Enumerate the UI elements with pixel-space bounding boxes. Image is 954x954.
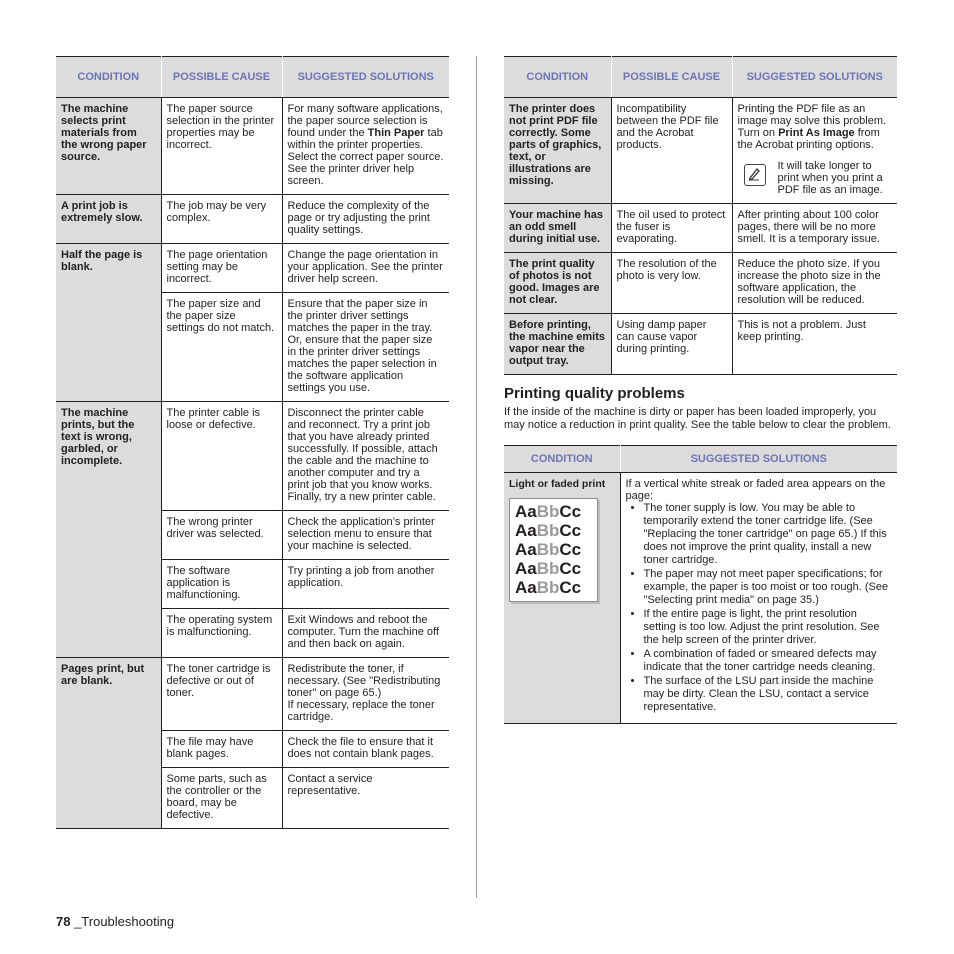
header-condition: CONDITION: [504, 57, 611, 98]
solution-lead: If a vertical white streak or faded area appears on the page:: [625, 478, 886, 502]
cause-cell: [161, 293, 282, 402]
solution-bullet: • The paper may not meet paper specifications; for example, the paper is too moist or too rough. (See "Selecting print media" on page 35.): [644, 568, 893, 607]
condition-text: The printer does not print PDF file correctly. Some parts of graphics, text, or illustrations are missing.: [509, 103, 602, 187]
condition-cell: [504, 98, 611, 204]
solution-cell: [282, 731, 449, 768]
solution-text: Printing the PDF file as an image may solve this problem. Turn on: [737, 103, 887, 139]
sample-text-line: [515, 578, 595, 597]
cause-text: The page orientation setting may be incorrect.: [166, 249, 268, 285]
cause-cell: [161, 768, 282, 829]
table-row: [56, 768, 449, 829]
cause-text: The oil used to protect the fuser is evaporating.: [616, 209, 726, 245]
table-row: [504, 473, 897, 724]
solution-text: Contact a service representative.: [287, 773, 373, 797]
troubleshooting-table-left: [56, 56, 449, 829]
solution-cell: [282, 768, 449, 829]
cause-cell: [161, 98, 282, 195]
condition-cell: [56, 402, 161, 511]
sample-faded-text: Bb: [536, 502, 560, 521]
table-header-row: [56, 57, 449, 98]
condition-cell: [56, 731, 161, 768]
sample-normal-text: Cc: [559, 540, 582, 559]
sample-text-line: [515, 502, 595, 521]
condition-text: A print job is extremely slow.: [61, 200, 143, 224]
cause-text: Incompatibility between the PDF file and the Acrobat products.: [616, 103, 719, 151]
cause-cell: [611, 314, 732, 375]
cause-text: The operating system is malfunctioning.: [166, 614, 273, 638]
table-row: [56, 98, 449, 195]
solution-bullet: • If the entire page is light, the print resolution setting is too low. Adjust the print resolution. See the help screen of the printer driver.: [644, 608, 893, 647]
printing-quality-section: [504, 385, 897, 432]
sample-normal-text: Aa: [515, 521, 537, 540]
sample-faded-text: Bb: [536, 540, 560, 559]
right-column: [504, 56, 897, 724]
sample-faded-text: Bb: [536, 578, 560, 597]
condition-cell: [504, 473, 620, 724]
table-row: [56, 731, 449, 768]
table-row: [504, 253, 897, 314]
cause-text: The wrong printer driver was selected.: [166, 516, 264, 540]
table-row: [56, 658, 449, 731]
sample-normal-text: Aa: [515, 559, 537, 578]
table-row: [56, 402, 449, 511]
solution-bullet: • The toner supply is low. You may be able to temporarily extend the toner cartridge life. (See "Replacing the toner cartridge" on page 65.) If this does not improve the print quality, install a new toner cartridge.: [644, 502, 893, 567]
cause-text: The resolution of the photo is very low.: [616, 258, 717, 282]
table-row: [504, 314, 897, 375]
condition-cell: [56, 609, 161, 658]
solution-text: Reduce the photo size. If you increase the photo size in the software application, the resolution will be reduced.: [737, 258, 881, 306]
page-number: 78: [56, 914, 71, 929]
condition-cell: [504, 204, 611, 253]
cause-text: The software application is malfunctioning.: [166, 565, 241, 601]
cause-text: The paper size and the paper size settings do not match.: [166, 298, 275, 334]
sample-normal-text: Aa: [515, 578, 537, 597]
header-possible-cause: POSSIBLE CAUSE: [611, 57, 732, 98]
condition-cell: [56, 195, 161, 244]
solution-cell: [282, 244, 449, 293]
cause-cell: [161, 731, 282, 768]
cause-cell: [611, 98, 732, 204]
solution-text: Change the page orientation in your application. See the printer driver help screen.: [287, 249, 443, 285]
cause-cell: [161, 511, 282, 560]
solution-cell: [282, 609, 449, 658]
solution-cell: [732, 314, 897, 375]
solution-cell: [282, 658, 449, 731]
condition-text: Pages print, but are blank.: [61, 663, 145, 687]
solution-emphasis: Print As Image: [778, 127, 855, 139]
solution-text: Disconnect the printer cable and reconnect. Try a print job that you have already printed successfully. If possible, attach the cable and the machine to another computer and try a print job that you know works. Finally, try a new printer cable.: [287, 407, 438, 503]
solution-emphasis: Thin Paper: [367, 127, 425, 139]
cause-cell: [611, 204, 732, 253]
cause-cell: [161, 658, 282, 731]
solution-cell: [282, 511, 449, 560]
right-table-body: [504, 98, 897, 375]
solution-bullet: • A combination of faded or smeared defects may indicate that the toner cartridge needs cleaning.: [644, 648, 893, 674]
solution-cell: [282, 402, 449, 511]
cause-text: The file may have blank pages.: [166, 736, 254, 760]
sample-faded-text: Bb: [536, 559, 560, 578]
condition-cell: [56, 98, 161, 195]
sample-text-line: [515, 559, 595, 578]
sample-normal-text: Cc: [559, 578, 582, 597]
cause-cell: [161, 402, 282, 511]
condition-text: The machine prints, but the text is wrong, garbled, or incomplete.: [61, 407, 135, 467]
solution-cell: [282, 195, 449, 244]
condition-cell: [56, 293, 161, 402]
table-row: [56, 195, 449, 244]
section-title: Printing quality problems: [504, 385, 685, 402]
solution-text: tab within the printer properties. Select the correct paper source. See the printer driver help screen.: [287, 127, 444, 187]
condition-cell: [504, 314, 611, 375]
solution-cell: [282, 293, 449, 402]
solution-cell: [282, 98, 449, 195]
left-table-body: [56, 98, 449, 829]
cause-text: The toner cartridge is defective or out of toner.: [166, 663, 271, 699]
solution-text: Reduce the complexity of the page or try adjusting the print quality settings.: [287, 200, 430, 236]
header-condition: CONDITION: [56, 57, 161, 98]
sample-normal-text: Cc: [559, 559, 582, 578]
solution-cell: [620, 473, 897, 724]
solution-cell: [732, 204, 897, 253]
header-condition: CONDITION: [504, 446, 620, 473]
solution-cell: [282, 560, 449, 609]
note-pencil-icon: [744, 164, 766, 186]
page-footer: [56, 914, 174, 929]
table-row: [504, 98, 897, 204]
solution-text: After printing about 100 color pages, there will be no more smell. It is a temporary issue.: [737, 209, 880, 245]
table-row: [56, 293, 449, 402]
sample-text-line: [515, 540, 595, 559]
table-row: [56, 609, 449, 658]
sample-normal-text: Aa: [515, 540, 537, 559]
table-header-row: [504, 57, 897, 98]
table-row: [56, 511, 449, 560]
solution-bullet: • The surface of the LSU part inside the machine may be dirty. Clean the LSU, contact a service representative.: [644, 675, 893, 714]
cause-text: The printer cable is loose or defective.: [166, 407, 261, 431]
header-suggested-solutions: SUGGESTED SOLUTIONS: [732, 57, 897, 98]
condition-cell: [56, 768, 161, 829]
solution-text: This is not a problem. Just keep printing.: [737, 319, 866, 343]
table-header-row: [504, 446, 897, 473]
cause-text: The paper source selection in the printer properties may be incorrect.: [166, 103, 275, 151]
section-name: _Troubleshooting: [70, 914, 175, 929]
header-suggested-solutions: SUGGESTED SOLUTIONS: [282, 57, 449, 98]
note-box: [738, 160, 893, 196]
faded-print-sample: [509, 498, 598, 602]
troubleshooting-table-right: [504, 56, 897, 375]
condition-cell: [504, 253, 611, 314]
solution-text: Exit Windows and reboot the computer. Turn the machine off and then back on again.: [287, 614, 439, 650]
cause-cell: [161, 560, 282, 609]
condition-text: Light or faded print: [509, 478, 606, 490]
condition-text: The machine selects print materials from the wrong paper source.: [61, 103, 147, 163]
condition-cell: [56, 658, 161, 731]
condition-cell: [56, 560, 161, 609]
sample-normal-text: Cc: [559, 502, 582, 521]
section-intro: If the inside of the machine is dirty or paper has been loaded improperly, you may notice a reduction in print quality. See the table below to clear the problem.: [504, 406, 891, 431]
cause-text: The job may be very complex.: [166, 200, 267, 224]
sample-text-line: [515, 521, 595, 540]
solution-bullets: [626, 502, 893, 714]
solution-text: from the Acrobat printing options.: [737, 127, 880, 151]
solution-cell: [732, 98, 897, 204]
print-quality-table: [504, 445, 897, 724]
table-row: [504, 204, 897, 253]
table-row: [56, 560, 449, 609]
note-text: It will take longer to print when you print a PDF file as an image.: [777, 160, 883, 196]
solution-text: Redistribute the toner, if necessary. (See "Redistributing toner" on page 65.) If necessary, replace the toner cartridge.: [287, 663, 441, 723]
cause-text: Some parts, such as the controller or the board, may be defective.: [166, 773, 267, 821]
solution-text: Try printing a job from another application.: [287, 565, 435, 589]
solution-text: Check the file to ensure that it does not contain blank pages.: [287, 736, 434, 760]
solution-text: Check the application’s printer selection menu to ensure that your machine is selected.: [287, 516, 435, 552]
sample-normal-text: Aa: [515, 502, 537, 521]
sample-faded-text: Bb: [536, 521, 560, 540]
condition-cell: [56, 244, 161, 293]
solution-text: Ensure that the paper size in the printer driver settings matches the paper in the tray. Or, ensure that the paper size in the printer driver settings matches the paper selection in the software application settings you use.: [287, 298, 437, 394]
solution-cell: [732, 253, 897, 314]
cause-cell: [611, 253, 732, 314]
condition-text: Half the page is blank.: [61, 249, 143, 273]
column-divider: [476, 56, 477, 898]
cause-cell: [161, 609, 282, 658]
condition-text: The print quality of photos is not good. Images are not clear.: [509, 258, 600, 306]
solution-paragraph: [738, 103, 893, 151]
header-suggested-solutions: SUGGESTED SOLUTIONS: [620, 446, 897, 473]
condition-text: Your machine has an odd smell during initial use.: [509, 209, 603, 245]
cause-cell: [161, 195, 282, 244]
left-column: [56, 56, 449, 829]
header-possible-cause: POSSIBLE CAUSE: [161, 57, 282, 98]
sample-normal-text: Cc: [559, 521, 582, 540]
cause-cell: [161, 244, 282, 293]
condition-text: Before printing, the machine emits vapor near the output tray.: [509, 319, 605, 367]
cause-text: Using damp paper can cause vapor during printing.: [616, 319, 707, 355]
condition-cell: [56, 511, 161, 560]
table-row: [56, 244, 449, 293]
solution-text: For many software applications, the paper source selection is found under the: [287, 103, 443, 139]
